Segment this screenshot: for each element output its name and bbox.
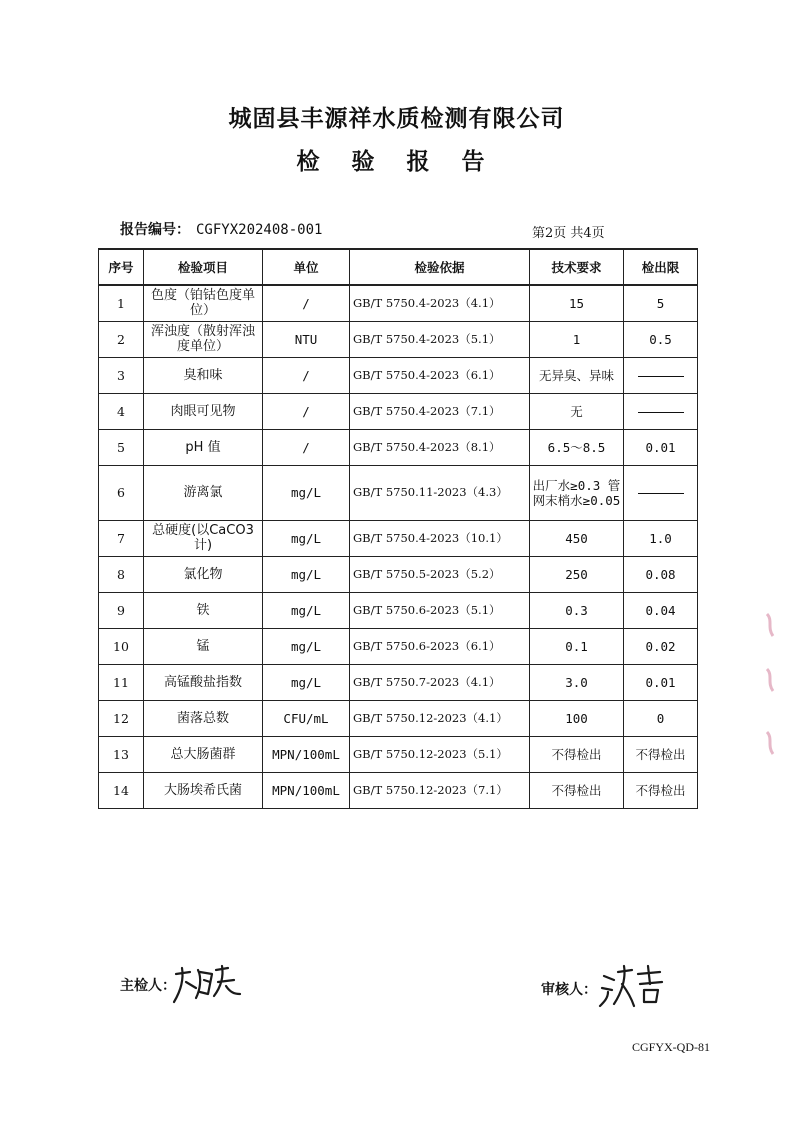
row-number: 1 (99, 285, 144, 321)
test-basis: GB/T 5750.4-2023（8.1） (350, 429, 530, 465)
table-header-row (99, 249, 698, 285)
table-body (99, 285, 698, 808)
test-item: 锰 (144, 628, 263, 664)
table-row (99, 465, 698, 520)
test-item: 总硬度(以CaCO3计) (144, 520, 263, 556)
stamp-edge-mark (763, 610, 777, 640)
test-basis: GB/T 5750.6-2023（5.1） (350, 592, 530, 628)
test-item: 高锰酸盐指数 (144, 664, 263, 700)
row-number: 8 (99, 556, 144, 592)
stamp-edge-mark (763, 728, 777, 758)
results-table (98, 248, 698, 809)
requirement: 出厂水≥0.3 管网末梢水≥0.05 (530, 465, 624, 520)
test-item: 氯化物 (144, 556, 263, 592)
table-row (99, 772, 698, 808)
test-basis: GB/T 5750.12-2023（7.1） (350, 772, 530, 808)
test-basis: GB/T 5750.5-2023（5.2） (350, 556, 530, 592)
test-basis: GB/T 5750.11-2023（4.3） (350, 465, 530, 520)
requirement: 0.3 (530, 592, 624, 628)
detection-limit: 0.04 (624, 592, 698, 628)
company-name: 城固县丰源祥水质检测有限公司 (228, 105, 565, 132)
test-basis: GB/T 5750.4-2023（5.1） (350, 321, 530, 357)
test-item: 游离氯 (144, 465, 263, 520)
table-row (99, 520, 698, 556)
test-item: 色度（铂钴色度单位） (144, 285, 263, 321)
table-row (99, 556, 698, 592)
test-basis: GB/T 5750.6-2023（6.1） (350, 628, 530, 664)
unit: / (263, 285, 350, 321)
inspector-label: 主检人： (120, 978, 176, 994)
requirement: 无 (530, 393, 624, 429)
table-row (99, 357, 698, 393)
reviewer-label: 审核人： (541, 982, 597, 998)
unit: mg/L (263, 592, 350, 628)
table-row (99, 628, 698, 664)
row-number: 2 (99, 321, 144, 357)
unit: MPN/100mL (263, 736, 350, 772)
test-basis: GB/T 5750.7-2023（4.1） (350, 664, 530, 700)
requirement: 无异臭、异味 (530, 357, 624, 393)
detection-limit: 0.02 (624, 628, 698, 664)
row-number: 14 (99, 772, 144, 808)
inspector-signature (172, 958, 244, 1008)
detection-limit: 0.01 (624, 429, 698, 465)
detection-limit: 不得检出 (624, 772, 698, 808)
requirement: 1 (530, 321, 624, 357)
test-item: 肉眼可见物 (144, 393, 263, 429)
test-item: 臭和味 (144, 357, 263, 393)
not-applicable-dash (638, 412, 684, 413)
row-number: 7 (99, 520, 144, 556)
row-number: 6 (99, 465, 144, 520)
test-item: 大肠埃希氏菌 (144, 772, 263, 808)
table-row (99, 285, 698, 321)
table-row (99, 592, 698, 628)
test-basis: GB/T 5750.12-2023（4.1） (350, 700, 530, 736)
column-header-requirement: 技术要求 (530, 249, 624, 285)
unit: mg/L (263, 556, 350, 592)
test-item: pH 值 (144, 429, 263, 465)
report-number (120, 219, 322, 239)
unit: / (263, 429, 350, 465)
test-basis: GB/T 5750.12-2023（5.1） (350, 736, 530, 772)
test-basis: GB/T 5750.4-2023（10.1） (350, 520, 530, 556)
report-number-value: CGFYX202408-001 (196, 222, 323, 238)
test-basis: GB/T 5750.4-2023（4.1） (350, 285, 530, 321)
detection-limit (624, 393, 698, 429)
requirement: 100 (530, 700, 624, 736)
column-header-limit: 检出限 (624, 249, 698, 285)
test-basis: GB/T 5750.4-2023（6.1） (350, 357, 530, 393)
test-item: 铁 (144, 592, 263, 628)
column-header-basis: 检验依据 (350, 249, 530, 285)
detection-limit: 0.5 (624, 321, 698, 357)
unit: mg/L (263, 520, 350, 556)
test-item: 菌落总数 (144, 700, 263, 736)
detection-limit (624, 465, 698, 520)
detection-limit: 0 (624, 700, 698, 736)
page-info: 第2页 共4页 (532, 226, 605, 241)
row-number: 13 (99, 736, 144, 772)
detection-limit (624, 357, 698, 393)
test-basis: GB/T 5750.4-2023（7.1） (350, 393, 530, 429)
unit: mg/L (263, 628, 350, 664)
stamp-edge-mark (763, 665, 777, 695)
unit: mg/L (263, 664, 350, 700)
table-row (99, 393, 698, 429)
detection-limit: 0.08 (624, 556, 698, 592)
row-number: 9 (99, 592, 144, 628)
unit: mg/L (263, 465, 350, 520)
table-row (99, 664, 698, 700)
row-number: 12 (99, 700, 144, 736)
requirement: 250 (530, 556, 624, 592)
table-row (99, 736, 698, 772)
requirement: 不得检出 (530, 736, 624, 772)
document-code: CGFYX-QD-81 (632, 1040, 710, 1054)
report-title: 检 验 报 告 (296, 148, 497, 175)
not-applicable-dash (638, 493, 684, 494)
column-header-item: 检验项目 (144, 249, 263, 285)
unit: CFU/mL (263, 700, 350, 736)
reviewer-signature (598, 962, 668, 1010)
not-applicable-dash (638, 376, 684, 377)
detection-limit: 1.0 (624, 520, 698, 556)
report-number-label: 报告编号： (120, 222, 190, 238)
row-number: 5 (99, 429, 144, 465)
unit: / (263, 393, 350, 429)
table-row (99, 700, 698, 736)
detection-limit: 不得检出 (624, 736, 698, 772)
table-row (99, 429, 698, 465)
row-number: 10 (99, 628, 144, 664)
detection-limit: 5 (624, 285, 698, 321)
unit: / (263, 357, 350, 393)
unit: NTU (263, 321, 350, 357)
row-number: 4 (99, 393, 144, 429)
column-header-no: 序号 (99, 249, 144, 285)
column-header-unit: 单位 (263, 249, 350, 285)
requirement: 3.0 (530, 664, 624, 700)
test-item: 浑浊度（散射浑浊度单位） (144, 321, 263, 357)
row-number: 11 (99, 664, 144, 700)
requirement: 不得检出 (530, 772, 624, 808)
requirement: 450 (530, 520, 624, 556)
detection-limit: 0.01 (624, 664, 698, 700)
requirement: 6.5～8.5 (530, 429, 624, 465)
test-item: 总大肠菌群 (144, 736, 263, 772)
requirement: 0.1 (530, 628, 624, 664)
requirement: 15 (530, 285, 624, 321)
table-row (99, 321, 698, 357)
row-number: 3 (99, 357, 144, 393)
unit: MPN/100mL (263, 772, 350, 808)
